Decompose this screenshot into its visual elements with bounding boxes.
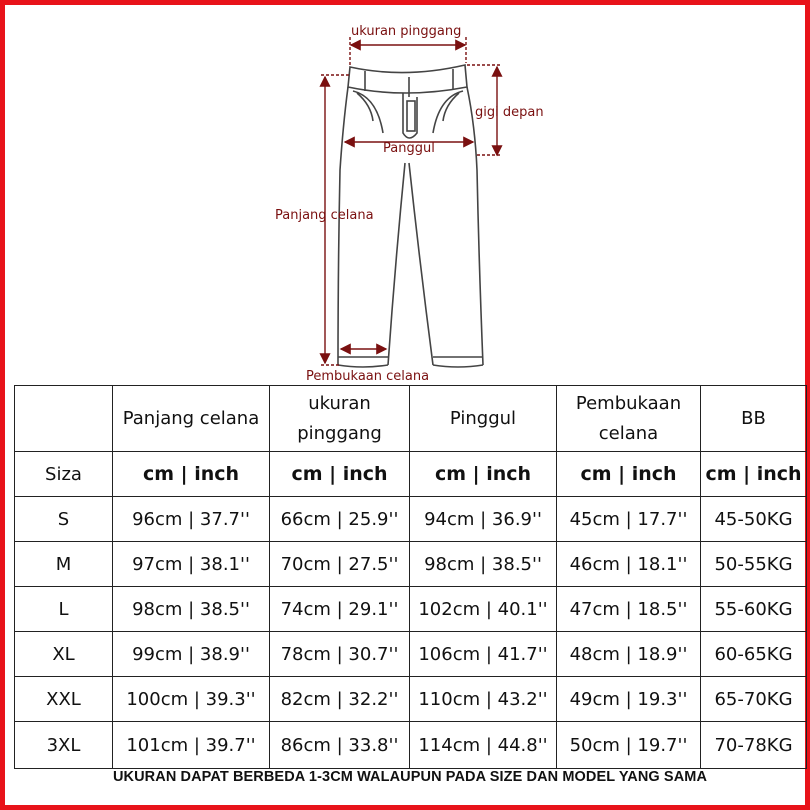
table-row (15, 497, 807, 542)
hip-cell: 110cm | 43.2'' (410, 677, 557, 722)
weight-cell: 45-50KG (701, 497, 807, 542)
header-cell: BB (701, 386, 807, 452)
waist-cell: 78cm | 30.7'' (270, 632, 410, 677)
label-length: Panjang celana (275, 208, 374, 223)
header-cell: ukuran pinggang (270, 386, 410, 452)
weight-cell: 70-78KG (701, 722, 807, 769)
size-column-header: Siza (15, 452, 113, 497)
disclaimer-text: UKURAN DAPAT BERBEDA 1-3CM WALAUPUN PADA SIZE DAN MODEL YANG SAMA (112, 769, 708, 785)
table-row (15, 587, 807, 632)
weight-cell: 55-60KG (701, 587, 807, 632)
label-leg-opening: Pembukaan celana (306, 369, 430, 384)
table-row (15, 542, 807, 587)
waist-cell: 74cm | 29.1'' (270, 587, 410, 632)
size-cell: XXL (15, 677, 113, 722)
length-cell: 101cm | 39.7'' (113, 722, 270, 769)
opening-cell: 46cm | 18.1'' (557, 542, 701, 587)
waist-cell: 82cm | 32.2'' (270, 677, 410, 722)
size-cell: S (15, 497, 113, 542)
table-unit-row (15, 452, 807, 497)
header-cell: Panjang celana (113, 386, 270, 452)
label-hip: Panggul (383, 141, 435, 156)
size-cell: M (15, 542, 113, 587)
length-cell: 97cm | 38.1'' (113, 542, 270, 587)
size-cell: 3XL (15, 722, 113, 769)
unit-cell: cm | inch (557, 452, 701, 497)
pants-diagram (5, 5, 810, 385)
header-cell: Pembukaan celana (557, 386, 701, 452)
opening-cell: 45cm | 17.7'' (557, 497, 701, 542)
length-cell: 100cm | 39.3'' (113, 677, 270, 722)
hip-cell: 106cm | 41.7'' (410, 632, 557, 677)
unit-cell: cm | inch (410, 452, 557, 497)
opening-cell: 49cm | 19.3'' (557, 677, 701, 722)
length-cell: 98cm | 38.5'' (113, 587, 270, 632)
size-cell: XL (15, 632, 113, 677)
size-table (14, 385, 807, 769)
header-cell: Pinggul (410, 386, 557, 452)
label-front-rise: gigi depan (475, 105, 544, 120)
unit-cell: cm | inch (113, 452, 270, 497)
hip-cell: 102cm | 40.1'' (410, 587, 557, 632)
opening-cell: 50cm | 19.7'' (557, 722, 701, 769)
pants-illustration (5, 5, 810, 385)
hip-cell: 98cm | 38.5'' (410, 542, 557, 587)
hip-cell: 94cm | 36.9'' (410, 497, 557, 542)
length-cell: 99cm | 38.9'' (113, 632, 270, 677)
table-row (15, 722, 807, 769)
label-waist: ukuran pinggang (351, 24, 462, 39)
weight-cell: 60-65KG (701, 632, 807, 677)
opening-cell: 47cm | 18.5'' (557, 587, 701, 632)
unit-cell: cm | inch (270, 452, 410, 497)
opening-cell: 48cm | 18.9'' (557, 632, 701, 677)
waist-cell: 66cm | 25.9'' (270, 497, 410, 542)
waist-cell: 70cm | 27.5'' (270, 542, 410, 587)
size-cell: L (15, 587, 113, 632)
table-row (15, 632, 807, 677)
header-cell (15, 386, 113, 452)
table-row (15, 677, 807, 722)
hip-cell: 114cm | 44.8'' (410, 722, 557, 769)
unit-cell: cm | inch (701, 452, 807, 497)
waist-cell: 86cm | 33.8'' (270, 722, 410, 769)
table-header-row (15, 386, 807, 452)
weight-cell: 65-70KG (701, 677, 807, 722)
weight-cell: 50-55KG (701, 542, 807, 587)
length-cell: 96cm | 37.7'' (113, 497, 270, 542)
